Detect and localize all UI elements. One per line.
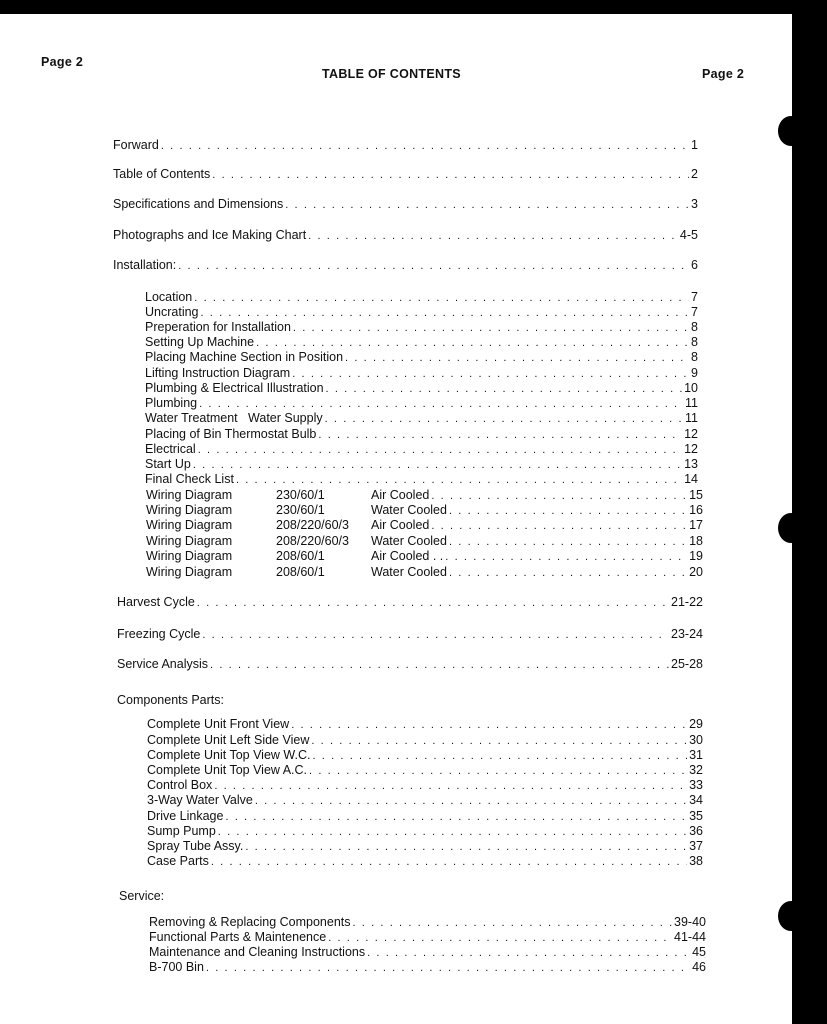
toc-entry bbox=[147, 809, 703, 824]
toc-entry-page: 21-22 bbox=[671, 595, 703, 609]
toc-entry-label: Complete Unit Top View A.C. bbox=[147, 763, 308, 777]
toc-entry-cooling-type: Water Cooled bbox=[371, 534, 447, 548]
toc-entry bbox=[145, 335, 698, 350]
toc-entry-voltage: 208/220/60/3 bbox=[276, 534, 349, 548]
dot-leader bbox=[449, 535, 687, 549]
dot-leader bbox=[199, 397, 683, 411]
toc-entry-voltage: 230/60/1 bbox=[276, 488, 325, 502]
toc-entry bbox=[146, 549, 703, 564]
toc-entry-page: 41-44 bbox=[674, 930, 706, 944]
toc-entry-page: 11 bbox=[685, 411, 698, 425]
dot-leader bbox=[291, 718, 687, 732]
dot-leader bbox=[193, 458, 682, 472]
toc-entry-page: 12 bbox=[684, 442, 698, 456]
toc-entry-voltage: 208/220/60/3 bbox=[276, 518, 349, 532]
toc-entry-page: 35 bbox=[689, 809, 703, 823]
toc-entry-label: Complete Unit Front View bbox=[147, 717, 290, 731]
toc-entry-label: Wiring Diagram bbox=[146, 488, 233, 502]
toc-entry-cooling-type: Air Cooled bbox=[371, 518, 430, 532]
toc-entry-label: Wiring Diagram bbox=[146, 565, 233, 579]
dot-leader bbox=[313, 749, 688, 763]
toc-entry-page: 31 bbox=[689, 748, 703, 762]
toc-entry-cooling-type: Water Cooled bbox=[371, 503, 447, 517]
dot-leader bbox=[197, 596, 669, 610]
toc-entry-label: Harvest Cycle bbox=[117, 595, 195, 609]
toc-entry-page: 39-40 bbox=[674, 915, 706, 929]
toc-entry-voltage: 208/60/1 bbox=[276, 565, 325, 579]
document-title: TABLE OF CONTENTS bbox=[322, 67, 461, 81]
toc-entry bbox=[113, 228, 698, 243]
toc-entry bbox=[146, 534, 703, 549]
toc-entry-cooling-type: Air Cooled bbox=[371, 488, 430, 502]
toc-entry bbox=[147, 824, 703, 839]
toc-entry-label: Table of Contents bbox=[113, 167, 211, 181]
toc-entry-page: 46 bbox=[692, 960, 706, 974]
toc-entry-label: Wiring Diagram bbox=[146, 518, 233, 532]
toc-entry-voltage: 230/60/1 bbox=[276, 503, 325, 517]
dot-leader bbox=[194, 291, 689, 305]
dot-leader bbox=[325, 412, 683, 426]
page-number-right: Page 2 bbox=[702, 67, 745, 81]
toc-entry-label: 3-Way Water Valve bbox=[147, 793, 253, 807]
dot-leader bbox=[201, 306, 690, 320]
dot-leader bbox=[318, 428, 682, 442]
toc-entry-label: Service Analysis bbox=[117, 657, 209, 671]
toc-entry-label: Drive Linkage bbox=[147, 809, 224, 823]
toc-entry-page: 3 bbox=[691, 197, 698, 211]
toc-entry bbox=[145, 290, 698, 305]
toc-entry-page: 19 bbox=[689, 549, 703, 563]
toc-entry-label: Spray Tube Assy. bbox=[147, 839, 244, 853]
toc-entry-label: B-700 Bin bbox=[149, 960, 204, 974]
dot-leader bbox=[178, 259, 689, 273]
toc-entry-page: 25-28 bbox=[671, 657, 703, 671]
dot-leader bbox=[353, 916, 673, 930]
toc-entry-label: Removing & Replacing Components bbox=[149, 915, 351, 929]
toc-entry bbox=[147, 854, 703, 869]
dot-leader bbox=[225, 810, 687, 824]
toc-entry bbox=[147, 763, 703, 778]
dot-leader bbox=[198, 443, 682, 457]
dot-leader bbox=[236, 473, 682, 487]
toc-entry-page: 36 bbox=[689, 824, 703, 838]
toc-entry-label: Specifications and Dimensions bbox=[113, 197, 284, 211]
dot-leader bbox=[214, 779, 687, 793]
toc-entry-page: 14 bbox=[684, 472, 698, 486]
toc-entry bbox=[145, 472, 698, 487]
toc-entry-page: 1 bbox=[691, 138, 698, 152]
toc-entry bbox=[145, 396, 698, 411]
toc-entry-label: Start Up bbox=[145, 457, 191, 471]
toc-entry-label: Maintenance and Cleaning Instructions bbox=[149, 945, 366, 959]
toc-entry bbox=[113, 167, 698, 182]
page-number-left: Page 2 bbox=[41, 55, 84, 69]
toc-entry-label: Photographs and Ice Making Chart bbox=[113, 228, 307, 242]
toc-entry-label: Preperation for Installation bbox=[145, 320, 291, 334]
toc-entry bbox=[145, 457, 698, 472]
toc-entry-label: Placing Machine Section in Position bbox=[145, 350, 344, 364]
dot-leader bbox=[255, 794, 687, 808]
dot-leader bbox=[206, 961, 690, 975]
dot-leader bbox=[449, 504, 687, 518]
toc-entry-page: 30 bbox=[689, 733, 703, 747]
dot-leader bbox=[445, 550, 687, 564]
dot-leader bbox=[245, 840, 687, 854]
toc-entry bbox=[113, 197, 698, 212]
toc-entry-page: 17 bbox=[689, 518, 703, 532]
toc-entry bbox=[149, 945, 706, 960]
toc-entry-label: Uncrating bbox=[145, 305, 199, 319]
binder-hole-top bbox=[778, 116, 804, 146]
toc-entry bbox=[145, 411, 698, 426]
toc-entry-page: 33 bbox=[689, 778, 703, 792]
toc-entry bbox=[113, 138, 698, 153]
toc-entry-label: Complete Unit Top View W.C. bbox=[147, 748, 311, 762]
toc-entry bbox=[149, 960, 706, 975]
toc-entry-label: Location bbox=[145, 290, 193, 304]
toc-entry-cooling-type: Air Cooled . . bbox=[371, 549, 444, 563]
toc-entry-label: Case Parts bbox=[147, 854, 209, 868]
dot-leader bbox=[308, 229, 678, 243]
toc-entry-label: Wiring Diagram bbox=[146, 549, 233, 563]
binder-hole-bottom bbox=[778, 901, 804, 931]
toc-entry bbox=[117, 627, 703, 642]
toc-entry-label: Freezing Cycle bbox=[117, 627, 201, 641]
toc-entry-page: 9 bbox=[691, 366, 698, 380]
toc-entry bbox=[145, 305, 698, 320]
toc-entry-label: Plumbing & Electrical Illustration bbox=[145, 381, 324, 395]
toc-entry-page: 45 bbox=[692, 945, 706, 959]
dot-leader bbox=[309, 764, 687, 778]
toc-entry bbox=[146, 488, 703, 503]
toc-entry-label: Installation: bbox=[113, 258, 177, 272]
toc-entry-page: 11 bbox=[685, 396, 698, 410]
toc-entry bbox=[145, 320, 698, 335]
document-page bbox=[0, 14, 792, 1024]
toc-entry bbox=[149, 930, 706, 945]
toc-entry bbox=[147, 793, 703, 808]
toc-entry-page: 32 bbox=[689, 763, 703, 777]
toc-entry-page: 10 bbox=[684, 381, 698, 395]
toc-entry-page: 2 bbox=[691, 167, 698, 181]
toc-entry-label: Electrical bbox=[145, 442, 196, 456]
toc-entry bbox=[117, 595, 703, 610]
toc-entry-label: Final Check List bbox=[145, 472, 234, 486]
dot-leader bbox=[212, 168, 689, 182]
toc-entry-label: Complete Unit Left Side View bbox=[147, 733, 310, 747]
binder-hole-middle bbox=[778, 513, 804, 543]
toc-entry bbox=[146, 565, 703, 580]
dot-leader bbox=[326, 382, 683, 396]
toc-entry-page: 15 bbox=[689, 488, 703, 502]
dot-leader bbox=[256, 336, 689, 350]
toc-entry-label: Functional Parts & Maintenence bbox=[149, 930, 327, 944]
dot-leader bbox=[431, 489, 687, 503]
toc-entry-page: 23-24 bbox=[671, 627, 703, 641]
toc-entry-label: Setting Up Machine bbox=[145, 335, 255, 349]
toc-entry-page: 8 bbox=[691, 320, 698, 334]
dot-leader bbox=[293, 321, 689, 335]
toc-entry bbox=[147, 778, 703, 793]
dot-leader bbox=[449, 566, 687, 580]
toc-entry-label: Water Treatment Water Supply bbox=[145, 411, 323, 425]
toc-entry-voltage: 208/60/1 bbox=[276, 549, 325, 563]
dot-leader bbox=[431, 519, 687, 533]
dot-leader bbox=[328, 931, 672, 945]
toc-entry-page: 37 bbox=[689, 839, 703, 853]
toc-entry-label: Control Box bbox=[147, 778, 213, 792]
toc-entry-cooling-type: Water Cooled bbox=[371, 565, 447, 579]
components-heading: Components Parts: bbox=[117, 693, 224, 707]
toc-entry-label: Plumbing bbox=[145, 396, 198, 410]
toc-entry bbox=[147, 717, 703, 732]
dot-leader bbox=[285, 198, 689, 212]
toc-entry-page: 16 bbox=[689, 503, 703, 517]
dot-leader bbox=[202, 628, 669, 642]
dot-leader bbox=[345, 351, 689, 365]
dot-leader bbox=[311, 734, 687, 748]
dot-leader bbox=[210, 658, 669, 672]
toc-entry bbox=[145, 381, 698, 396]
toc-entry bbox=[113, 258, 698, 273]
toc-entry-label: Lifting Instruction Diagram bbox=[145, 366, 291, 380]
toc-entry bbox=[146, 503, 703, 518]
toc-entry bbox=[147, 839, 703, 854]
dot-leader bbox=[292, 367, 689, 381]
toc-entry-page: 12 bbox=[684, 427, 698, 441]
toc-entry-page: 7 bbox=[691, 290, 698, 304]
dot-leader bbox=[211, 855, 687, 869]
toc-entry-page: 6 bbox=[691, 258, 698, 272]
dot-leader bbox=[161, 139, 689, 153]
toc-entry-page: 7 bbox=[691, 305, 698, 319]
toc-entry-label: Placing of Bin Thermostat Bulb bbox=[145, 427, 317, 441]
toc-entry-page: 18 bbox=[689, 534, 703, 548]
toc-entry-page: 8 bbox=[691, 350, 698, 364]
toc-entry bbox=[149, 915, 706, 930]
toc-entry bbox=[147, 733, 703, 748]
toc-entry bbox=[147, 748, 703, 763]
toc-entry-page: 4-5 bbox=[679, 228, 698, 242]
toc-entry-page: 20 bbox=[689, 565, 703, 579]
toc-entry bbox=[145, 427, 698, 442]
toc-entry bbox=[117, 657, 703, 672]
toc-entry bbox=[146, 518, 703, 533]
toc-entry-page: 13 bbox=[684, 457, 698, 471]
toc-entry-label: Sump Pump bbox=[147, 824, 216, 838]
service-heading: Service: bbox=[119, 889, 165, 903]
toc-entry-label: Forward bbox=[113, 138, 159, 152]
toc-entry-page: 38 bbox=[689, 854, 703, 868]
toc-entry bbox=[145, 442, 698, 457]
toc-entry bbox=[145, 350, 698, 365]
toc-entry-page: 29 bbox=[689, 717, 703, 731]
toc-entry-page: 34 bbox=[689, 793, 703, 807]
toc-entry-label: Wiring Diagram bbox=[146, 534, 233, 548]
toc-entry-label: Wiring Diagram bbox=[146, 503, 233, 517]
dot-leader bbox=[367, 946, 690, 960]
toc-entry bbox=[145, 366, 698, 381]
dot-leader bbox=[218, 825, 687, 839]
toc-entry-page: 8 bbox=[691, 335, 698, 349]
